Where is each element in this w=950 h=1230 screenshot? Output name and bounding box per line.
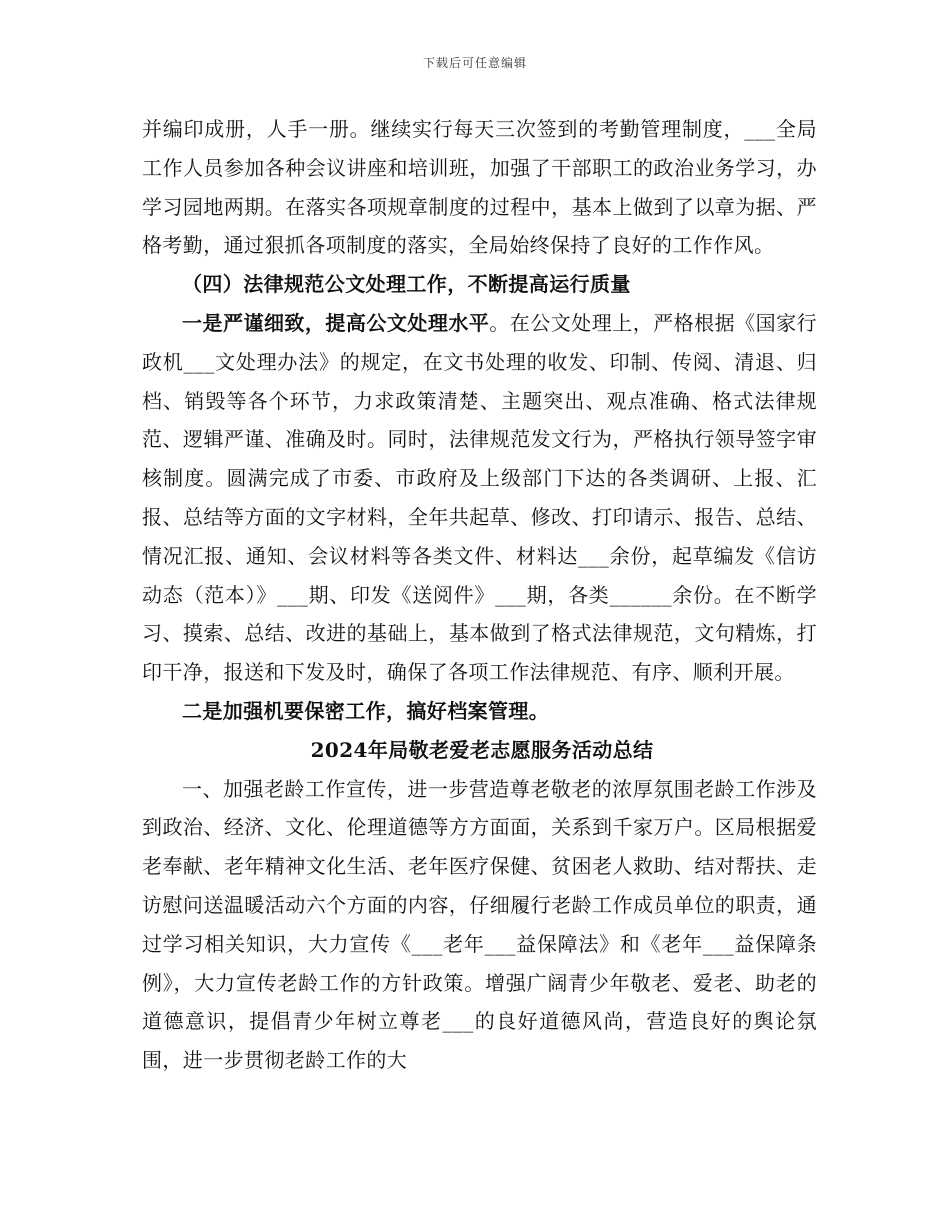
paragraph-continuation: 并编印成册，人手一册。继续实行每天三次签到的考勤管理制度，___全局工作人员参加各种会议讲座和培训班，加强了干部职工的政治业务学习，办学习园地两期。在落实各项规章制度的过程中，基本上做到了以章为据、严格考勤，通过狠抓各项制度的落实，全局始终保持了良好的工作作风。 [142, 117, 817, 258]
page-header: 下载后可任意编辑 [422, 56, 527, 70]
paragraph-elderly-work: 一、加强老龄工作宣传，进一步营造尊老敬老的浓厚氛围老龄工作涉及到政治、经济、文化、伦理道德等方方面面，关系到千家万户。区局根据爱老奉献、老年精神文化生活、老年医疗保健、贫困老人救助、结对帮扶、走访慰问送温暖活动六个方面的内容，仔细履行老龄工作成员单位的职责，通过学习相关知识，大力宣传《___老年___益保障法》和《老年___益保障条例》，大力宣传老龄工作的方针政策。增强广阔青少年敬老、爱老、助老的道德意识，提倡青少年树立尊老___的良好道德风尚，营造良好的舆论氛围，进一步贯彻老龄工作的大 [142, 776, 817, 1073]
paragraph-confidentiality: 二是加强机要保密工作，搞好档案管理。 [182, 698, 550, 723]
paragraph-body-text: 。在公文处理上，严格根据《国家行政机___文处理办法》的规定，在文书处理的收发、印制、传阅、清退、归档、销毁等各个环节，力求政策清楚、主题突出、观点准确、格式法律规范、逻辑严谨、准确及时。同时，法律规范发文行为，严格执行领导签字审核制度。圆满完成了市委、市政府及上级部门下达的各类调研、上报、汇报、总结等方面的文字材料，全年共起草、修改、打印请示、报告、总结、情况汇报、通知、会议材料等各类文件、材料达___余份，起草编发《信访动态（范本）》___期、印发《送阅件》___期，各类______余份。在不断学习、摸索、总结、改进的基础上，基本做到了格式法律规范，文句精炼，打印干净，报送和下发及时，确保了各项工作法律规范、有序、顺利开展。 [142, 310, 817, 685]
document-title: 2024年局敬老爱老志愿服务活动总结 [310, 737, 654, 762]
paragraph-document-processing [142, 304, 817, 692]
section-heading-four: （四）法律规范公文处理工作，不断提高运行质量 [182, 272, 631, 297]
document-body [142, 110, 817, 1080]
paragraph-lead-bold: 一是严谨细致，提高公文处理水平 [182, 310, 490, 335]
